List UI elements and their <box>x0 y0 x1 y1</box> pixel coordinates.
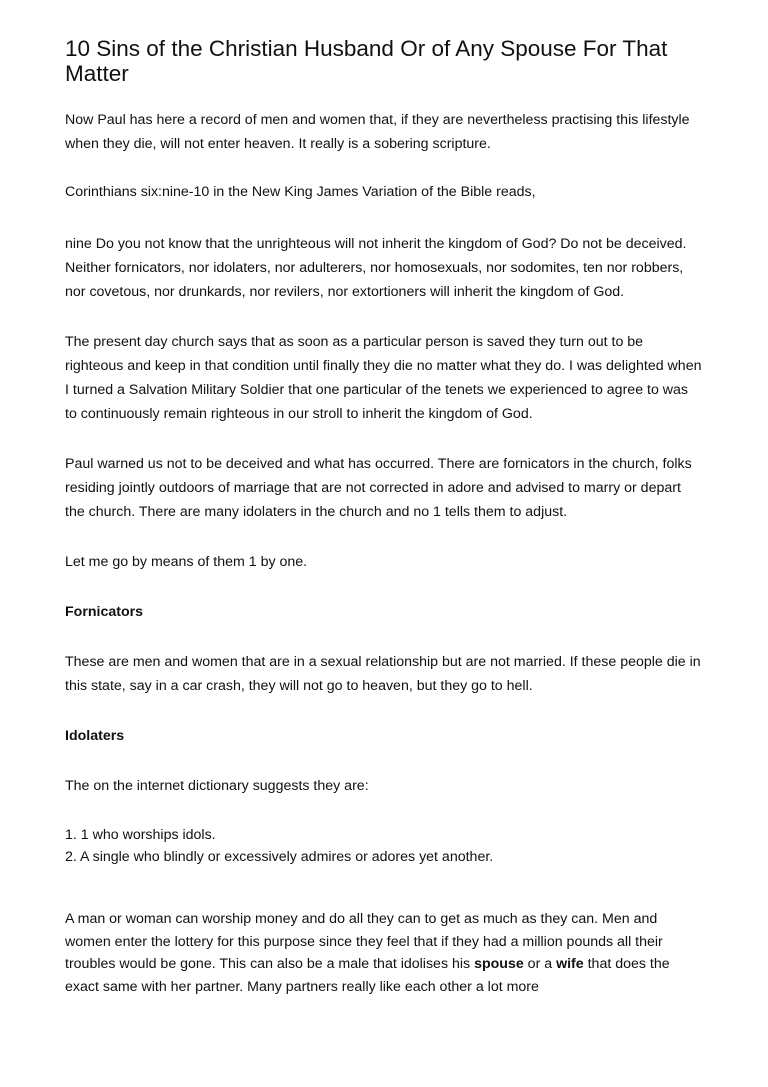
section-heading-fornicators-text: Fornicators <box>65 604 144 620</box>
section-heading-fornicators <box>65 600 702 624</box>
paragraph-dictionary: The on the internet dictionary suggests they are: <box>65 778 369 794</box>
paragraph-scripture-reference: Corinthians six:nine-10 in the New King James Variation of the Bible reads, <box>65 184 536 200</box>
page-title: 10 Sins of the Christian Husband Or of Any Spouse For That Matter <box>65 36 668 86</box>
section-heading-idolaters-text: Idolaters <box>65 728 125 744</box>
definition-list <box>65 824 702 868</box>
list-item: 2. A single who blindly or excessively admires or adores yet another. <box>65 849 494 865</box>
paragraph-worship-money <box>65 908 702 998</box>
bold-word-wife: wife <box>556 956 584 972</box>
paragraph-intro: Now Paul has here a record of men and women that, if they are nevertheless practising this lifestyle when they die, will not enter heaven. It really is a sobering scripture. <box>65 112 690 152</box>
paragraph-fornicators: These are men and women that are in a sexual relationship but are not married. If these people die in this state, say in a car crash, they will not go to heaven, but they go to hell. <box>65 654 701 694</box>
paragraph-worship-money-part-a: A man or woman can worship money and do all they can to get as much as they can. Men and women enter the lottery for this purpose since they feel that if they had a million pounds all their troubles would be gone. This can also be a male that idolises his <box>65 911 663 972</box>
section-heading-idolaters <box>65 724 702 748</box>
paragraph-paul-warned: Paul warned us not to be deceived and what has occurred. There are fornicators in the church, folks residing jointly outdoors of marriage that are not corrected in adore and advised to marry or depart the church. There are many idolaters in the church and no 1 tells them to adjust. <box>65 456 692 520</box>
paragraph-present-day-church: The present day church says that as soon as a particular person is saved they turn out to be righteous and keep in that condition until finally they die no matter what they do. I was delighted when I turned a Salvation Military Soldier that one particular of the tenets we experienced to agree to was to continuously remain righteous in our stroll to inherit the kingdom of God. <box>65 334 702 422</box>
bold-word-spouse: spouse <box>474 956 524 972</box>
paragraph-scripture-quote: nine Do you not know that the unrighteous will not inherit the kingdom of God? Do not be deceived. Neither fornicators, nor idolaters, nor adulterers, nor homosexuals, nor sodomites, ten nor robbers, nor covetous, nor drunkards, nor revilers, nor extortioners will inherit the kingdom of God. <box>65 236 687 300</box>
paragraph-worship-money-part-b: or a <box>523 956 557 972</box>
paragraph-worship-money-part-c: that does the exact same with her partner. Many partners really like each other a lot more <box>65 956 670 995</box>
paragraph-go-through: Let me go by means of them 1 by one. <box>65 554 308 570</box>
list-item: 1. 1 who worships idols. <box>65 827 216 843</box>
